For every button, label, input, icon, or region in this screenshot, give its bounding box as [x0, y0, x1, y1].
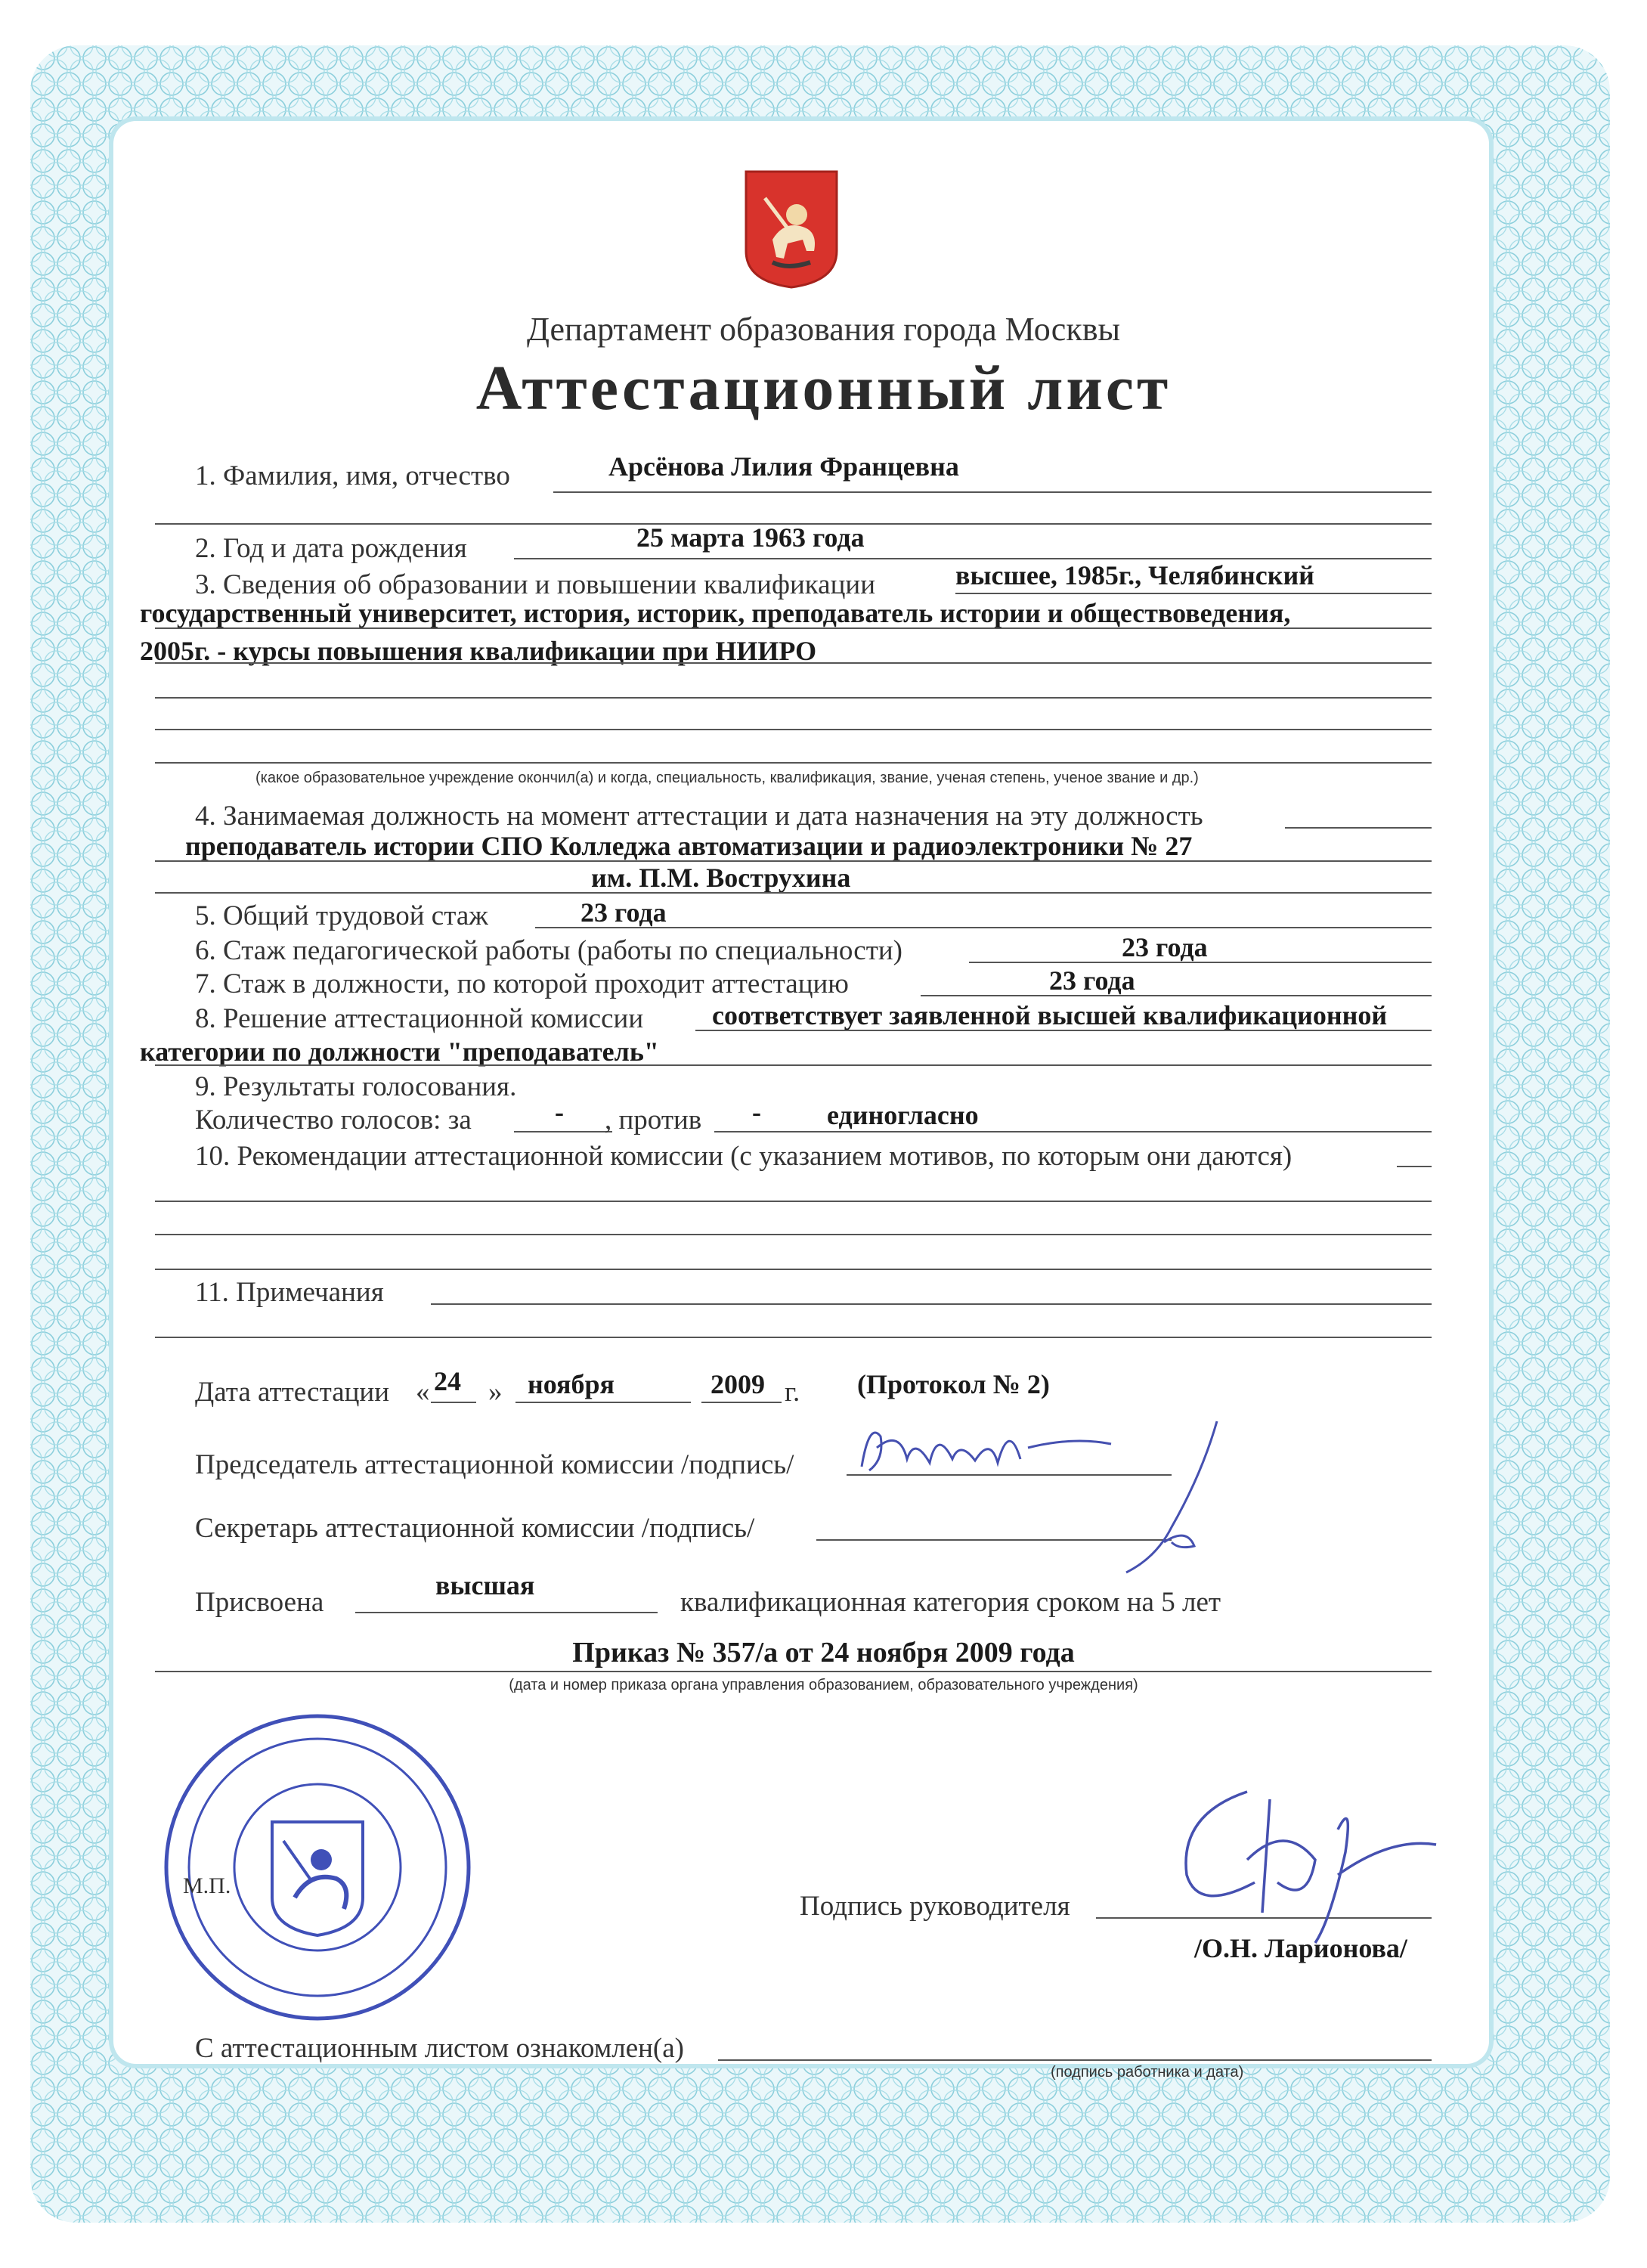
chairman-signature [847, 1406, 1119, 1489]
field-1-value: Арсёнова Лилия Францевна [608, 451, 959, 482]
field-3-line-5 [155, 729, 1432, 730]
acquainted-label: С аттестационным листом ознакомлен(а) [195, 2033, 684, 2064]
secretary-signature [1104, 1414, 1240, 1580]
field-6-value: 23 года [1122, 932, 1208, 962]
field-3-line-6 [155, 762, 1432, 764]
field-1-line [553, 491, 1432, 493]
field-6-label: 6. Стаж педагогической работы (работы по специальности) [195, 935, 903, 966]
open-quote: « [416, 1377, 430, 1408]
field-1-label: 1. Фамилия, имя, отчество [195, 460, 510, 491]
month-line [515, 1402, 691, 1403]
field-4-line-2 [155, 892, 1432, 894]
field-7-line [921, 995, 1432, 996]
field-3-line-4 [155, 697, 1432, 699]
field-10-label: 10. Рекомендации аттестационной комиссии (с указанием мотивов, по которым они даются) [195, 1141, 1293, 1172]
field-4-line-tail [1285, 827, 1432, 829]
field-5-line [535, 927, 1432, 928]
stamp-outer-text [159, 1716, 317, 1729]
stamp-inner-text [320, 1716, 536, 1729]
field-3-value-line1: высшее, 1985г., Челябинский [955, 560, 1314, 590]
attestation-day: 24 [434, 1366, 461, 1396]
field-2-label: 2. Год и дата рождения [195, 533, 467, 564]
field-5-value: 23 года [580, 897, 667, 928]
head-name: /О.Н. Ларионова/ [1194, 1933, 1407, 1963]
field-10-line-3 [155, 1269, 1432, 1270]
attestation-date-label: Дата аттестации [195, 1377, 390, 1408]
field-8-line-2 [155, 1064, 1432, 1066]
order-hint: (дата и номер приказа органа управления образованием, образовательного учреждения) [509, 1677, 1138, 1693]
field-2-value: 25 марта 1963 года [636, 522, 865, 553]
field-8-line-1 [695, 1030, 1432, 1031]
field-4-value-line1: преподаватель истории СПО Колледжа автоматизации и радиоэлектроники № 27 [185, 831, 1193, 861]
field-5-label: 5. Общий трудовой стаж [195, 900, 488, 931]
attestation-month: ноября [528, 1369, 615, 1399]
field-10-line-1 [155, 1201, 1432, 1202]
field-11-line-2 [155, 1337, 1432, 1338]
chairman-label: Председатель аттестационной комиссии /подпись/ [195, 1449, 794, 1480]
field-7-value: 23 года [1049, 965, 1135, 996]
attestation-year: 2009 [711, 1369, 765, 1399]
field-3-label: 3. Сведения об образовании и повышении квалификации [195, 569, 875, 600]
votes-against-line [714, 1131, 1432, 1132]
votes-against-value: - [752, 1097, 761, 1127]
field-9-label: 9. Результаты голосования. [195, 1071, 517, 1102]
votes-for-value: - [555, 1097, 564, 1127]
field-7-label: 7. Стаж в должности, по которой проходит аттестацию [195, 968, 849, 999]
close-quote: » [488, 1377, 503, 1408]
votes-result: единогласно [827, 1100, 979, 1130]
votes-label: Количество голосов: за [195, 1105, 472, 1136]
field-3-line-3 [155, 662, 1432, 664]
votes-for-line [514, 1131, 612, 1132]
field-3-value-line2: государственный университет, история, историк, преподаватель истории и обществоведения, [140, 598, 1291, 628]
assigned-label: Присвоена [195, 1587, 324, 1618]
head-signature [1164, 1769, 1451, 1950]
year-line [701, 1402, 782, 1403]
protocol-number: (Протокол № 2) [857, 1369, 1050, 1399]
document-title: Аттестационный лист [475, 353, 1172, 423]
field-3-line-2 [155, 627, 1432, 629]
category-suffix: квалификационная категория сроком на 5 лет [680, 1587, 1221, 1618]
moscow-coat-of-arms-icon [742, 168, 841, 289]
field-3-hint: (какое образовательное учреждение окончил(а) и когда, специальность, квалификация, звание, ученая степень, ученое звание и др.) [255, 770, 1199, 786]
field-8-label: 8. Решение аттестационной комиссии [195, 1003, 644, 1034]
year-suffix: г. [785, 1377, 800, 1408]
field-4-value-line2: им. П.М. Вострухина [591, 863, 851, 893]
votes-against-label: , против [605, 1105, 702, 1136]
category-line [355, 1612, 658, 1613]
order-text: Приказ № 357/а от 24 ноября 2009 года [572, 1637, 1075, 1668]
field-3-value-line3: 2005г. - курсы повышения квалификации при НИИРО [140, 636, 817, 666]
field-4-label: 4. Занимаемая должность на момент аттестации и дата назначения на эту должность [195, 801, 1203, 832]
field-10-line-tail [1397, 1166, 1432, 1167]
field-8-value-line1: соответствует заявленной высшей квалификационной [712, 1000, 1388, 1030]
day-line [431, 1402, 476, 1403]
field-8-value-line2: категории по должности "преподаватель" [140, 1036, 659, 1067]
order-line [155, 1671, 1432, 1672]
secretary-label: Секретарь аттестационной комиссии /подпись/ [195, 1513, 755, 1544]
field-11-line-1 [431, 1303, 1432, 1305]
mp-label: М.П. [183, 1873, 231, 1898]
category-value: высшая [435, 1570, 535, 1600]
field-10-line-2 [155, 1234, 1432, 1235]
acquainted-line [718, 2059, 1432, 2061]
head-sign-label: Подпись руководителя [800, 1891, 1070, 1922]
field-3-line-1 [955, 593, 1432, 594]
field-11-label: 11. Примечания [195, 1277, 384, 1308]
acquainted-hint: (подпись работника и дата) [1051, 2064, 1244, 2081]
department-name: Департамент образования города Москвы [526, 311, 1121, 348]
